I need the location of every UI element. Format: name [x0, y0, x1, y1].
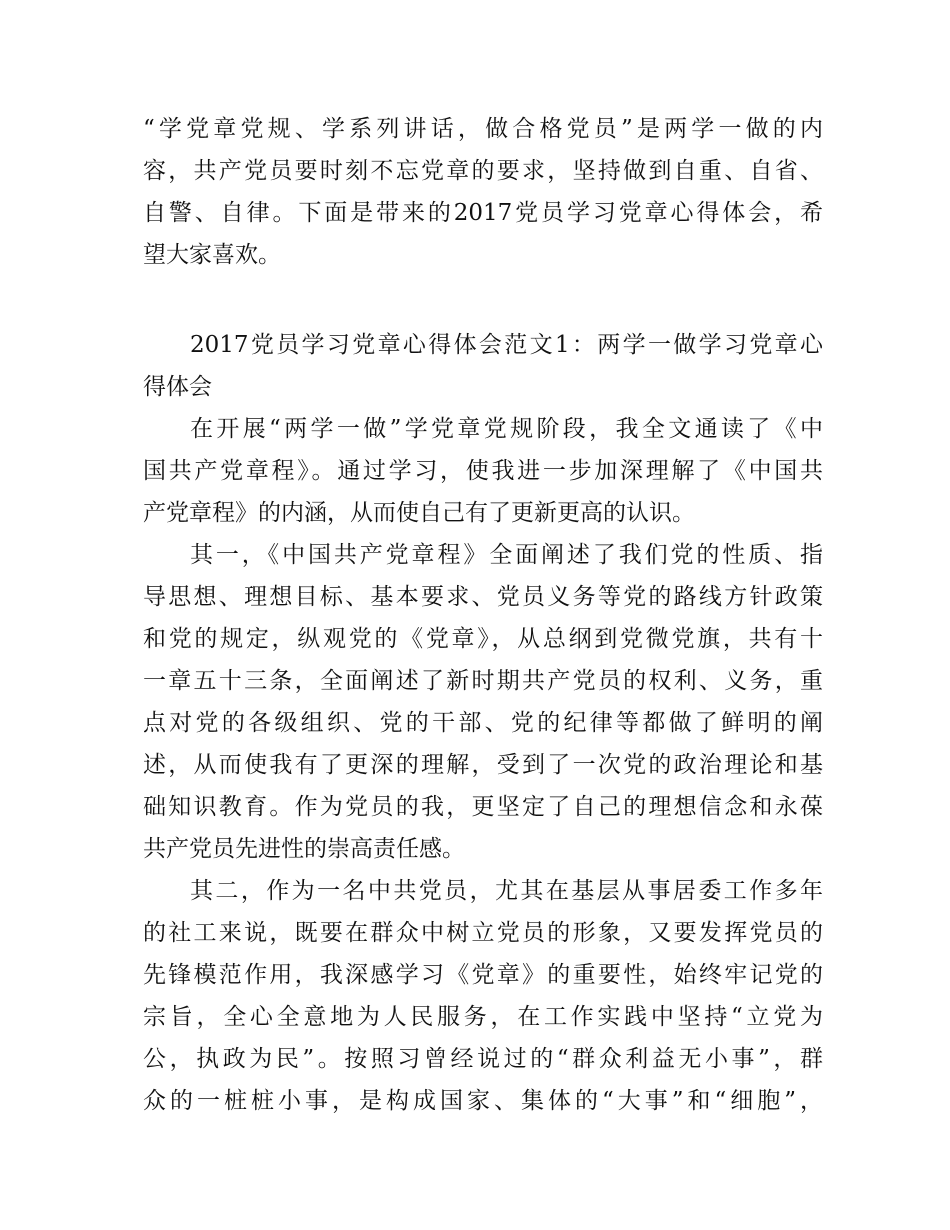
intro-line-4: 望大家喜欢。 — [143, 242, 281, 268]
intro-line-2: 容，共产党员要时刻不忘党章的要求，坚持做到自重、自省、 — [143, 158, 823, 184]
heading-line-1: 2017党员学习党章心得体会范文1：两学一做学习党章心 — [190, 332, 823, 358]
paragraph3-line-3: 先锋模范作用，我深感学习《党章》的重要性，始终牢记党的 — [143, 962, 823, 988]
paragraph2-line-1: 其一，《中国共产党章程》全面阐述了我们党的性质、指 — [190, 542, 823, 568]
paragraph2-line-8: 共产党员先进性的崇高责任感。 — [143, 836, 465, 862]
intro-line-1: “学党章党规、学系列讲话，做合格党员”是两学一做的内 — [143, 116, 823, 142]
paragraph1-line-2: 国共产党章程》。通过学习，使我进一步加深理解了《中国共 — [143, 458, 823, 484]
paragraph3-line-2: 的社工来说，既要在群众中树立党员的形象，又要发挥党员的 — [143, 920, 823, 946]
paragraph2-line-5: 点对党的各级组织、党的干部、党的纪律等都做了鲜明的阐 — [143, 710, 823, 736]
paragraph3-line-4: 宗旨，全心全意地为人民服务，在工作实践中坚持“立党为 — [143, 1004, 823, 1030]
paragraph2-line-4: 一章五十三条，全面阐述了新时期共产党员的权利、义务，重 — [143, 668, 823, 694]
paragraph3-line-1: 其二，作为一名中共党员，尤其在基层从事居委工作多年 — [190, 878, 823, 904]
paragraph1-line-3: 产党章程》的内涵，从而使自己有了更新更高的认识。 — [143, 500, 695, 526]
intro-line-3: 自警、自律。下面是带来的2017党员学习党章心得体会，希 — [143, 200, 823, 226]
paragraph2-line-2: 导思想、理想目标、基本要求、党员义务等党的路线方针政策 — [143, 584, 823, 610]
paragraph1-line-1: 在开展“两学一做”学党章党规阶段，我全文通读了《中 — [190, 416, 823, 442]
paragraph2-line-7: 础知识教育。作为党员的我，更坚定了自己的理想信念和永葆 — [143, 794, 823, 820]
paragraph2-line-3: 和党的规定，纵观党的《党章》，从总纲到党微党旗，共有十 — [143, 626, 823, 652]
paragraph2-line-6: 述，从而使我有了更深的理解，受到了一次党的政治理论和基 — [143, 752, 823, 778]
heading-line-2: 得体会 — [143, 374, 212, 400]
paragraph3-line-6: 众的一桩桩小事，是构成国家、集体的“大事”和“细胞”， — [143, 1088, 823, 1114]
paragraph3-line-5: 公，执政为民”。按照习曾经说过的“群众利益无小事”，群 — [143, 1046, 823, 1072]
